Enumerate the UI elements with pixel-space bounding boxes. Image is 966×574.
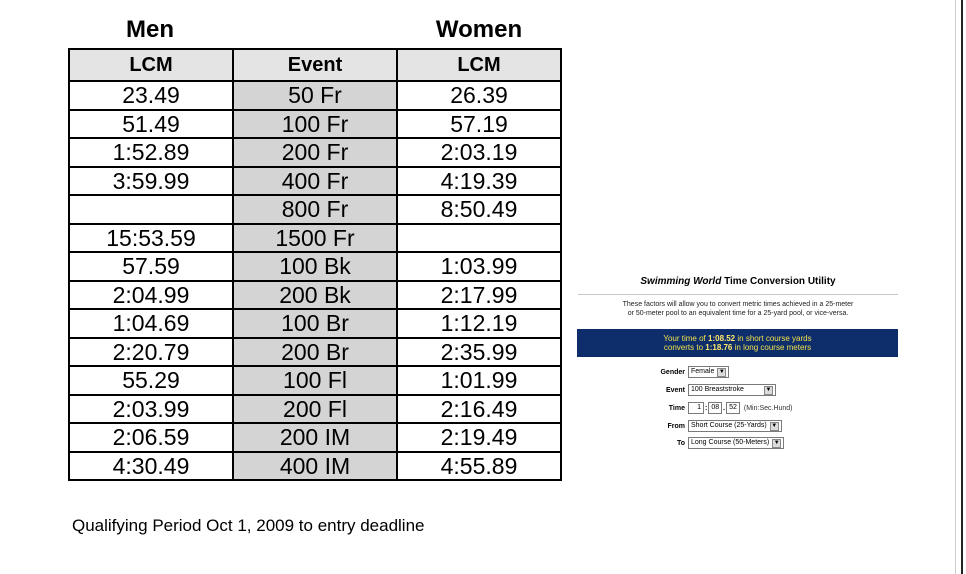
- from-course-value: Short Course (25-Yards): [691, 422, 767, 429]
- table-row: [69, 395, 561, 424]
- women-time: 2:19.49: [397, 423, 561, 452]
- chevron-down-icon[interactable]: ▼: [773, 439, 780, 446]
- women-time: [397, 224, 561, 253]
- gender-row: [610, 366, 729, 378]
- women-time: 2:17.99: [397, 281, 561, 310]
- time-format-hint: (Min:Sec.Hund): [743, 404, 793, 412]
- event-name: 1500 Fr: [233, 224, 397, 253]
- from-label: From: [667, 422, 685, 430]
- women-time: 1:01.99: [397, 366, 561, 395]
- event-name: 100 Fl: [233, 366, 397, 395]
- event-name: 400 IM: [233, 452, 397, 481]
- men-time: 2:04.99: [69, 281, 233, 310]
- result-line-1: [577, 334, 898, 344]
- to-row: [610, 437, 784, 449]
- event-row: [610, 384, 776, 396]
- converter-divider: [578, 294, 898, 295]
- event-name: 800 Fr: [233, 195, 397, 224]
- women-time: 2:03.19: [397, 138, 561, 167]
- men-time: 2:20.79: [69, 338, 233, 367]
- time-colon: :: [705, 404, 708, 412]
- result-suffix: in long course meters: [732, 343, 812, 352]
- conversion-result-banner: [577, 329, 898, 357]
- event-label: Event: [665, 386, 685, 394]
- to-course-value: Long Course (50-Meters): [691, 439, 770, 446]
- event-value: 100 Breaststroke: [691, 386, 744, 393]
- women-heading: Women: [435, 16, 523, 43]
- women-time: 4:55.89: [397, 452, 561, 481]
- event-name: 50 Fr: [233, 81, 397, 110]
- men-time: 4:30.49: [69, 452, 233, 481]
- chevron-down-icon[interactable]: ▼: [771, 422, 778, 429]
- event-name: 200 Br: [233, 338, 397, 367]
- time-label: Time: [668, 404, 685, 412]
- table-row: [69, 281, 561, 310]
- event-select[interactable]: [688, 384, 776, 396]
- converter-desc-line1: These factors will allow you to convert metric times achieved in a 25-meter: [622, 301, 854, 308]
- men-time: 57.59: [69, 252, 233, 281]
- men-time: 55.29: [69, 366, 233, 395]
- table-row: [69, 366, 561, 395]
- converter-brand: Swimming World: [640, 276, 722, 287]
- table-row: [69, 195, 561, 224]
- event-name: 200 Fl: [233, 395, 397, 424]
- men-time: 23.49: [69, 81, 233, 110]
- women-time: 8:50.49: [397, 195, 561, 224]
- result-line-2: [577, 343, 898, 353]
- time-dot: .: [723, 404, 726, 412]
- women-time: 4:19.39: [397, 167, 561, 196]
- women-time: 26.39: [397, 81, 561, 110]
- men-time: 1:52.89: [69, 138, 233, 167]
- qualifying-times-table: [68, 48, 562, 481]
- result-mid: in short course yards: [735, 333, 812, 343]
- event-name: 400 Fr: [233, 167, 397, 196]
- gender-select[interactable]: [688, 366, 729, 378]
- women-time: 1:12.19: [397, 309, 561, 338]
- gender-label: Gender: [660, 368, 685, 376]
- event-name: 200 Fr: [233, 138, 397, 167]
- table-row: [69, 224, 561, 253]
- converter-title-rest: Time Conversion Utility: [721, 276, 836, 287]
- chevron-down-icon[interactable]: ▼: [765, 386, 772, 393]
- to-course-select[interactable]: [688, 437, 784, 449]
- qualifying-period-note: Qualifying Period Oct 1, 2009 to entry deadline: [72, 516, 425, 535]
- time-seconds-input[interactable]: 08: [708, 402, 722, 414]
- from-course-select[interactable]: [688, 420, 782, 432]
- men-time: 51.49: [69, 110, 233, 139]
- table-row: [69, 309, 561, 338]
- column-header-women-lcm: LCM: [397, 49, 561, 81]
- event-name: 200 Bk: [233, 281, 397, 310]
- page-edge-border: [961, 0, 963, 574]
- table-row: [69, 81, 561, 110]
- men-time: [69, 195, 233, 224]
- men-time: 15:53.59: [69, 224, 233, 253]
- to-label: To: [676, 439, 685, 447]
- input-time-value: 1:08.52: [708, 333, 736, 343]
- table-row: [69, 110, 561, 139]
- women-time: 2:16.49: [397, 395, 561, 424]
- event-name: 100 Fr: [233, 110, 397, 139]
- result-line2-prefix: converts to: [663, 343, 706, 352]
- converter-title: [578, 276, 898, 287]
- women-time: 1:03.99: [397, 252, 561, 281]
- column-header-event: Event: [233, 49, 397, 81]
- converted-time-value: 1:18.76: [705, 343, 733, 352]
- column-header-men-lcm: LCM: [69, 49, 233, 81]
- table-row: [69, 138, 561, 167]
- men-time: 2:03.99: [69, 395, 233, 424]
- from-row: [610, 420, 782, 432]
- table-row: [69, 338, 561, 367]
- men-heading: Men: [126, 16, 174, 43]
- table-header-row: [69, 49, 561, 81]
- converter-description: [600, 300, 876, 318]
- result-prefix: Your time of: [663, 333, 708, 343]
- men-time: 2:06.59: [69, 423, 233, 452]
- time-minutes-input[interactable]: 1: [688, 402, 704, 414]
- event-name: 100 Bk: [233, 252, 397, 281]
- women-time: 2:35.99: [397, 338, 561, 367]
- chevron-down-icon[interactable]: ▼: [718, 368, 725, 375]
- men-time: 3:59.99: [69, 167, 233, 196]
- table-row: [69, 167, 561, 196]
- event-name: 100 Br: [233, 309, 397, 338]
- table-row: [69, 423, 561, 452]
- event-name: 200 IM: [233, 423, 397, 452]
- converter-desc-line2: or 50-meter pool to an equivalent time for a 25-yard pool, or vice-versa.: [627, 310, 849, 317]
- page-edge-shadow: [955, 0, 956, 574]
- table-row: [69, 252, 561, 281]
- time-row: [610, 402, 793, 414]
- men-time: 1:04.69: [69, 309, 233, 338]
- table-row: [69, 452, 561, 481]
- women-time: 57.19: [397, 110, 561, 139]
- time-hundredths-input[interactable]: 52: [726, 402, 740, 414]
- gender-value: Female: [691, 368, 715, 375]
